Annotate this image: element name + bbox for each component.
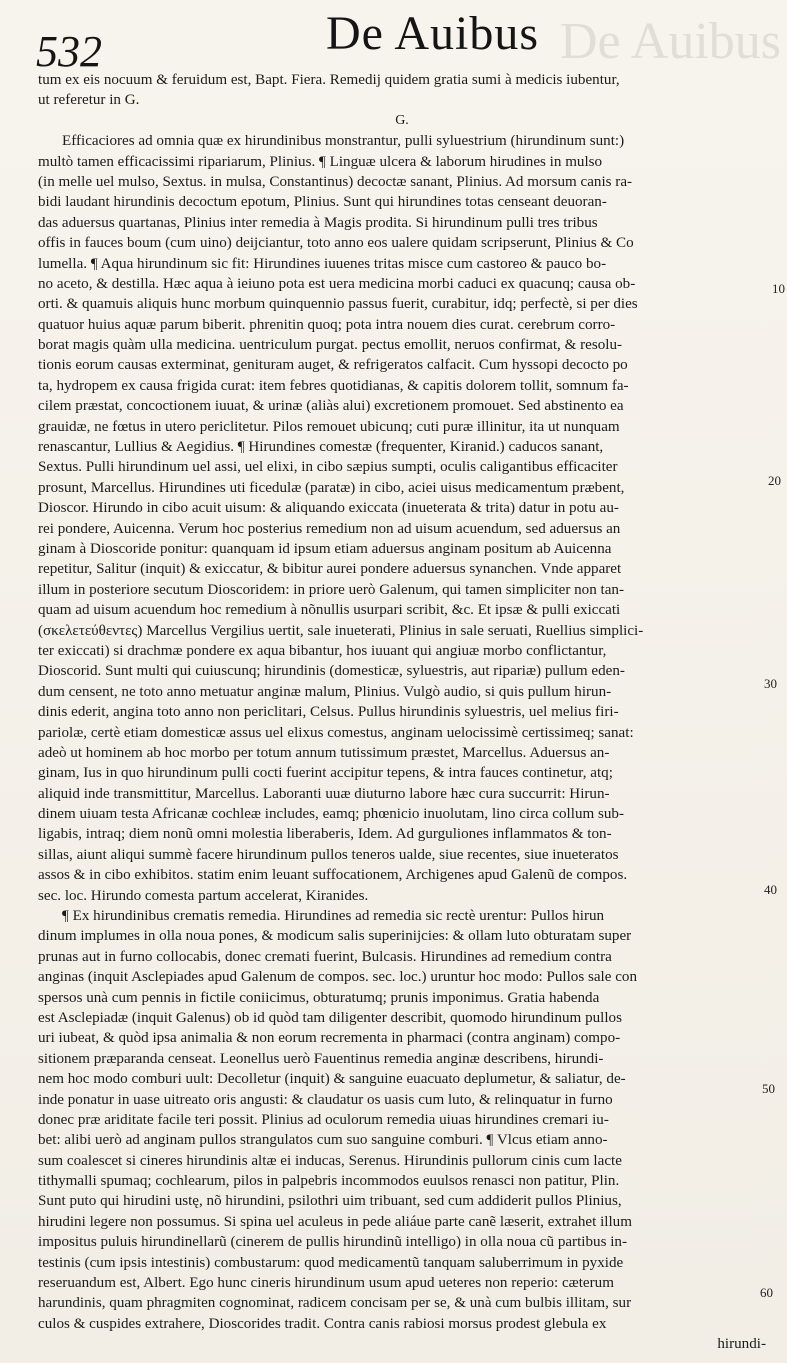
text-line: cilem præstat, concoctionem iuuat, & urinæ (aliàs alui) excretionem promouet. Sed abstinento ea (38, 398, 624, 415)
section-letter: G. (395, 112, 409, 128)
text-line: quatuor huius aquæ parum biberit. phrenitin quoq; pota intra nouem dies curat. cerebrum corro- (38, 316, 616, 333)
text-line: Sextus. Pulli hirundinum uel assi, uel elixi, in cibo sæpius sumpti, oculis caligantibus efficaciter (38, 459, 618, 476)
text-line: das aduersus quartanas, Plinius inter remedia à Magis prodita. Si hirundinum pulli tres tribus (38, 214, 598, 231)
text-line: Dioscor. Hirundo in cibo acuit uisum: & aliquando exiccata (inueterata & trita) datur in potu au- (38, 500, 619, 517)
text-line: bidi laudant hirundinis decoctum epotum, Plinius. Sunt qui hirundines totas censeant deuoran- (38, 194, 607, 211)
text-line: sillas, aiunt aliqui summè facere hirundinum pullos teneros ualde, siue recentes, siue inueteratos (38, 846, 619, 863)
text-line: ligabis, intraq; diem nonũ omni molestia liberaberis, Idem. Ad gurguliones inflammatos & ton- (38, 826, 612, 843)
margin-number: 30 (764, 676, 777, 691)
text-line: sec. loc. Hirundo comesta partum accelerat, Kiranides. (38, 887, 369, 904)
text-line: Dioscorid. Sunt multi qui cuiuscunq; hirundinis (domesticæ, syluestris, aut ripariæ) pullum eden- (38, 663, 625, 680)
margin-number: 40 (764, 882, 777, 897)
text-line: tithymalli spumaq; cochlearum, pilos in palpebris incommodos euulsos renasci non patitur, Plin. (38, 1173, 620, 1190)
text-line: offis in fauces boum (cum uino) deijciantur, toto anno eos ualere quidam scripserunt, Plinius & Co (38, 235, 634, 252)
page-number: 532 (36, 27, 102, 76)
text-line: nem hoc modo comburi uult: Decolletur (inquit) & sanguine euacuato deplumetur, & saliatur, de- (38, 1071, 626, 1088)
text-line: sitionem præparanda censeat. Leonellus uerò Fauentinus remedia anginæ describens, hirundi- (38, 1050, 604, 1067)
text-line: tionis eorum causas exterminat, genituram auget, & refrigeratos calfacit. Cum hyssopi decocto po (38, 357, 628, 374)
text-line: Sunt puto qui hirudini ustę, nõ hirundini, psilothri uim tribuant, sed cum addiderit pullos Plinius, (38, 1193, 622, 1210)
text-line: repetitur, Salitur (inquit) & exiccatur, & bibitur aurei pondere aduersus synanchen. Vnde apparet (38, 561, 622, 578)
text-line: uri iubeat, & quòd ipsa animalia & non eorum recrementa in pharmaci (contra anginam) compo- (38, 1030, 621, 1047)
text-line: hirudini legere non possumus. Si spina uel aculeus in pede aliáue parte canẽ læserit, extrahet illum (38, 1213, 632, 1230)
text-line: impositus puluis hirundinellarũ (cinerem de pullis hirundinũ intelligo) in olla noua cũ partibus in- (38, 1234, 627, 1251)
text-line: borat magis quàm ulla medicina. uentriculum purgat. pectus emollit, neruos confirmat, & resolu- (38, 337, 623, 354)
text-line: bet: alibi uerò ad anginam pullos strangulatos cum suo sanguine comburi. ¶ Vlcus etiam anno- (38, 1132, 608, 1149)
text-line: adeò ut hominem ab hoc morbo per totum annum tutissimum præstet, Marcellus. Aduersus an- (38, 744, 610, 761)
text-line: (in melle uel mulso, Sextus. in mulsa, Constantinus) decoctæ sanant, Plinius. Ad morsum canis ra- (38, 173, 633, 190)
text-line: ginam à Dioscoride ponitur: quanquam id ipsum etiam aduersus anginam positum ab Auicenna (38, 540, 612, 557)
text-line: ter exiccati) si drachmæ pondere ex aqua bibantur, hos iuuant qui angiuæ morbo conflictantur, (38, 642, 607, 659)
text-line: donec præ ariditate facile teri possit. Plinius ad oculorum remedia uiuas hirundines cremari iu- (38, 1111, 609, 1128)
text-line: ginam, Ius in quo hirundinum pulli cocti fuerint accipitur tepens, & intra fauces continetur, atq; (38, 765, 613, 782)
text-line: dinis ederit, angina toto anno non periclitari, Celsus. Pullus hirundinis syluestris, uel melius firi- (38, 704, 619, 721)
text-line: rei pondere, Auicenna. Verum hoc posterius remedium non ad uisum acuendum, sed aduersus an (38, 520, 621, 537)
text-line: lumella. ¶ Aqua hirundinum sic fit: Hirundines iuuenes tritas misce cum castoreo & pauco bo- (38, 255, 607, 272)
text-line: dum censent, ne toto anno metuatur anginæ malum, Plinius. Vulgò audio, si quis pullum hirun- (38, 683, 612, 700)
text-line: culos & cuspides extrahere, Dioscorides tradit. Contra canis rabiosi morsus prodest glebula ex (38, 1315, 607, 1332)
body-text (38, 70, 766, 1355)
text-line: est Asclepiadæ (inquit Galenus) ob id quòd tam diligenter describit, quomodo hirundinum pullos (38, 1009, 622, 1026)
text-line: ta, hydropem ex causa frigida curat: item febres quotidianas, & capitis dolorem tollit, somnum fa- (38, 377, 629, 394)
margin-number: 60 (760, 1285, 773, 1300)
text-line: illum in posteriore secutum Dioscoridem: in priore uerò Galenum, qui tamen simpliciter non tan- (38, 581, 625, 598)
text-line: tum ex eis nocuum & feruidum est, Bapt. Fiera. Remedij quidem gratia sumi à medicis iubentur, (38, 72, 620, 88)
running-title: De Auibus (326, 7, 539, 60)
show-through-title: De Auibus (560, 13, 781, 70)
margin-number: 10 (772, 281, 785, 296)
text-line: grauidæ, ne fœtus in utero periclitetur. Pilos remouet ubicunq; cuti puræ illinitur, ita ut nunquam (38, 418, 620, 435)
text-line: anginas (inquit Asclepiades apud Galenum de compos. sec. loc.) uruntur hoc modo: Pullos sale con (38, 969, 638, 986)
text-line: ¶ Ex hirundinibus crematis remedia. Hirundines ad remedia sic rectè urentur: Pullos hirun (62, 908, 605, 925)
text-line: prunas aut in furno collocabis, donec cremati fuerint, Bulcasis. Hirundines ad remedium contra (38, 948, 612, 965)
text-line: Efficaciores ad omnia quæ ex hirundinibus monstrantur, pulli syluestrium (hirundinum sunt:) (62, 133, 625, 150)
text-line: sum coalescet si cineres hirundinis altæ ei inducas, Serenus. Hirundinis pullorum cinis cum lacte (38, 1152, 622, 1169)
text-line: harundinis, quam phragmiten cognominat, radicem concisam per se, & unà cum bulbis illitam, sur (38, 1295, 632, 1312)
text-line: hirundi- (717, 1336, 766, 1353)
text-line: quam ad uisum acuendum hoc remedium à nõnullis usurpari scribit, &c. Et ipsæ & pulli exiccati (38, 602, 621, 619)
text-line: dinem uiuam testa Africanæ cochleæ includes, eamq; phœnicio inuolutam, lino circa collum sub- (38, 806, 624, 823)
text-line: aliquid inde transmittitur, Marcellus. Laboranti uuæ diuturno labore hæc cura succurrit: Hirun- (38, 785, 610, 802)
margin-number: 50 (762, 1081, 775, 1096)
text-line: no aceto, & destilla. Hæc aqua à ieiuno pota est uera medicina morbi caduci ex quacunq; causa ob- (38, 275, 636, 292)
text-line: spersos unà cum pennis in fictile coniicimus, obturatumq; prunis imponimus. Gratia habenda (38, 989, 600, 1006)
text-line: orti. & quamuis aliquis hunc morbum quinquennio passus fuerit, curabitur, idq; perfectè, si per dies (38, 296, 638, 313)
text-line: reseruandum est, Albert. Ego hunc cineris hirundinum usum apud ueteres non reperio: cæterum (38, 1275, 614, 1292)
text-line: dinum implumes in olla noua pones, & modicum salis superinijcies: & ollam luto obturatam super (38, 928, 632, 945)
text-line: testinis (cum ipsis intestinis) combustarum: quod medicamentũ tanquam saluberrimum in pyxide (38, 1254, 624, 1271)
text-line: ut referetur in G. (38, 92, 140, 109)
text-line: pariolæ, certè etiam domesticæ assus uel elixus comestus, anginam uelocissimè certissimeq; sanat: (38, 724, 634, 741)
margin-number: 20 (768, 473, 781, 488)
text-line: inde ponatur in uase uitreato oris angusti: & claudatur os uasis cum luto, & relinquatur in furno (38, 1091, 613, 1108)
text-line: multò tamen efficacissimi ripariarum, Plinius. ¶ Linguæ ulcera & laborum hirudines in mulso (38, 153, 603, 170)
text-line: (σκελετεύθεντες) Marcellus Vergilius uertit, sale inueterati, Plinius in sale seruati, Ruellius simplici- (38, 622, 644, 639)
text-line: renascantur, Lullius & Aegidius. ¶ Hirundines comestæ (frequenter, Kiranid.) caducos sanant, (38, 439, 604, 456)
text-line: prosunt, Marcellus. Hirundines uti ficedulæ (paratæ) in cibo, aciei uisus medicamentum præbent, (38, 479, 625, 496)
text-line: assos & in cibo exhibitos. statim enim leuant suffocationem, Archigenes apud Galenũ de compos. (38, 867, 628, 884)
